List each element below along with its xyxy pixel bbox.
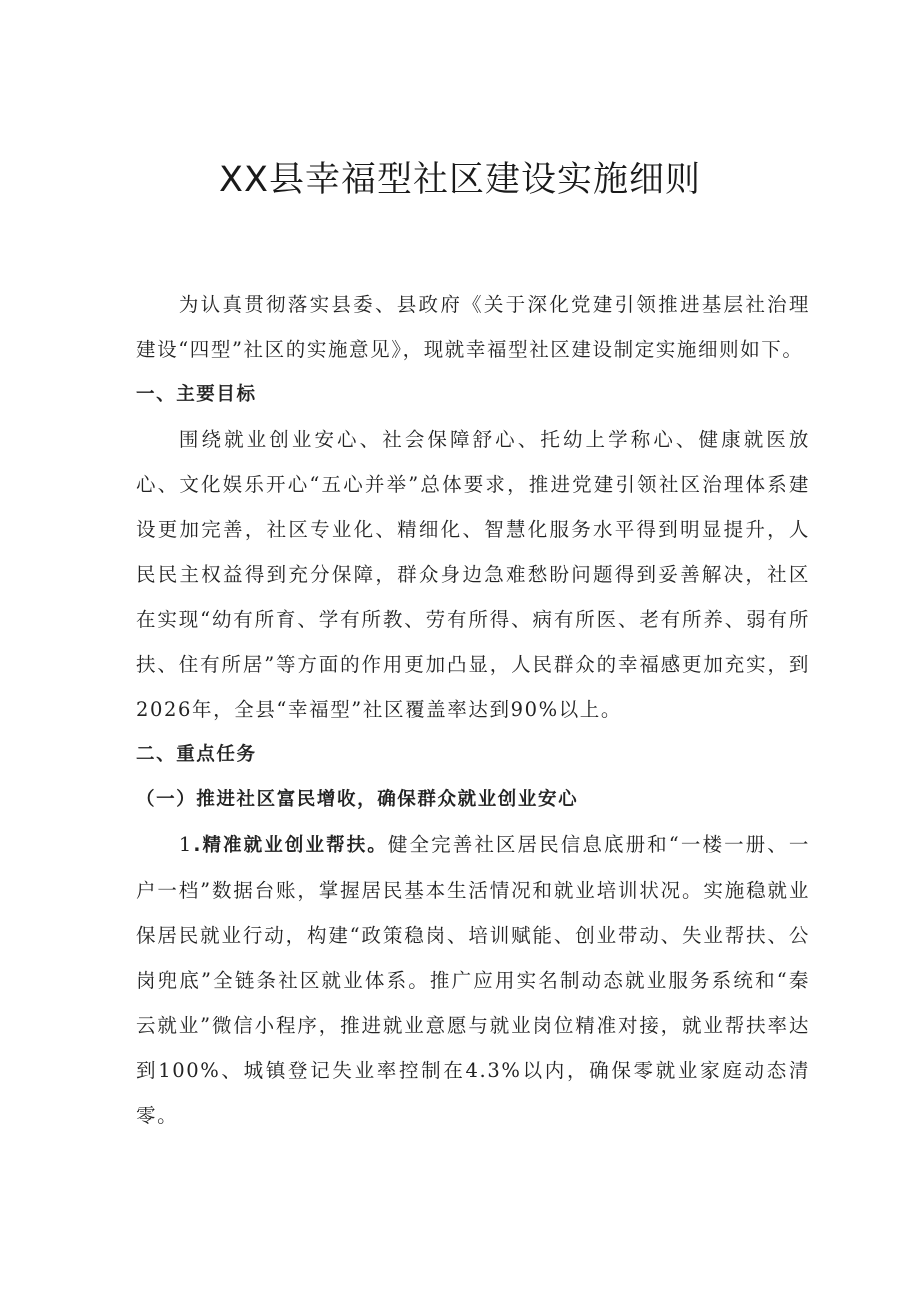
document-body bbox=[136, 282, 810, 1138]
section-1-paragraph: 围绕就业创业安心、社会保障舒心、托幼上学称心、健康就医放心、文化娱乐开心“五心并举”总体要求，推进党建引领社区治理体系建设更加完善，社区专业化、精细化、智慧化服务水平得到明显提升，人民民主权益得到充分保障，群众身边急难愁盼问题得到妥善解决，社区在实现“幼有所育、学有所教、劳有所得、病有所医、老有所养、弱有所扶、住有所居”等方面的作用更加凸显，人民群众的幸福感更加充实，到2026年，全县“幸福型”社区覆盖率达到90%以上。 bbox=[136, 428, 810, 721]
subsection-1-heading: （一）推进社区富民增收，确保群众就业创业安心 bbox=[136, 789, 579, 810]
item-1-lead: .精准就业创业帮扶。 bbox=[193, 835, 388, 856]
section-1-heading: 一、主要目标 bbox=[136, 384, 257, 405]
item-1-number: 1 bbox=[178, 833, 194, 856]
item-1-body: 健全完善社区居民信息底册和“一楼一册、一户一档”数据台账，掌握居民基本生活情况和就业培训状况。实施稳就业保居民就业行动，构建“政策稳岗、培训赋能、创业带动、失业帮扶、公岗兜底”全链条社区就业体系。推广应用实名制动态就业服务系统和“秦云就业”微信小程序，推进就业意愿与就业岗位精准对接，就业帮扶率达到100%、城镇登记失业率控制在4.3%以内，确保零就业家庭动态清零。 bbox=[136, 833, 810, 1127]
item-1-paragraph bbox=[136, 822, 810, 1138]
intro-paragraph: 为认真贯彻落实县委、县政府《关于深化党建引领推进基层社治理建设“四型”社区的实施意见》，现就幸福型社区建设制定实施细则如下。 bbox=[136, 293, 810, 361]
section-2-heading: 二、重点任务 bbox=[136, 744, 257, 765]
document-title: XX县幸福型社区建设实施细则 bbox=[219, 160, 701, 200]
